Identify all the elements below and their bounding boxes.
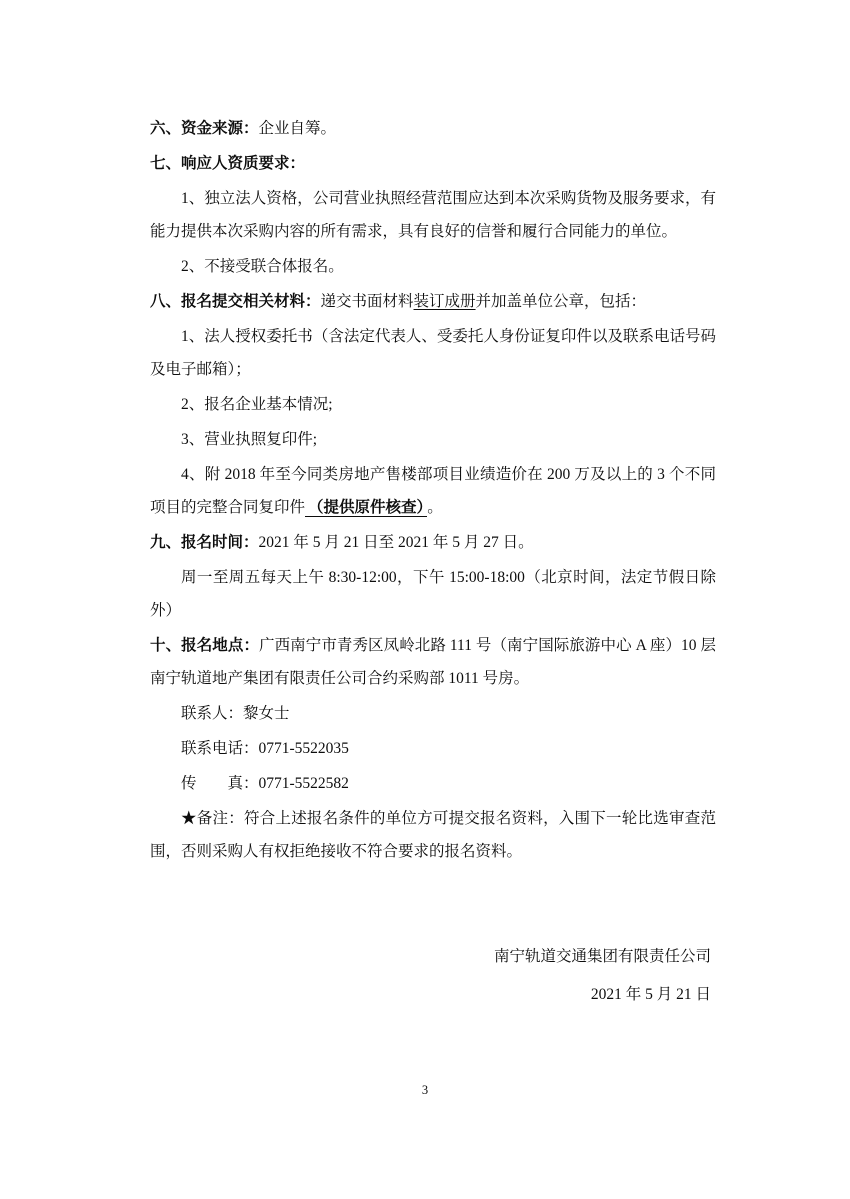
contact-person: 联系人：黎女士: [181, 705, 290, 722]
section-funding: [150, 112, 716, 145]
materials-item-3: 3、营业执照复印件;: [181, 431, 318, 448]
materials-original-check-emphasis: （提供原件核查）: [305, 499, 427, 517]
materials-intro-pre: 递交书面材料: [320, 293, 414, 310]
qualification-item-2: 2、不接受联合体报名。: [181, 258, 344, 275]
materials-item-4: [150, 458, 716, 524]
signature-block: [150, 940, 716, 1011]
section-funding-label: 六、资金来源：: [150, 120, 259, 137]
section-schedule-label: 九、报名时间：: [150, 534, 259, 551]
contact-phone: 联系电话：0771-5522035: [181, 740, 349, 757]
page-number: 3: [421, 1083, 429, 1097]
materials-item-2: 2、报名企业基本情况;: [181, 396, 333, 413]
section-materials-label: 八、报名提交相关材料：: [150, 293, 321, 310]
schedule-detail: 周一至周五每天上午 8:30-12:00，下午 15:00-18:00（北京时间，法定节假日除外）: [150, 569, 716, 619]
section-schedule-text: 2021 年 5 月 21 日至 2021 年 5 月 27 日。: [258, 534, 534, 551]
materials-item-4-post: 。: [427, 499, 443, 516]
section-schedule: [150, 526, 716, 559]
signature-date: 2021 年 5 月 21 日: [590, 986, 711, 1003]
section-location-label: 十、报名地点：: [150, 637, 260, 654]
section-location-text: 广西南宁市青秀区凤岭北路 111 号（南宁国际旅游中心 A 座）10 层南宁轨道地产集团有限责任公司合约采购部 1011 号房。: [150, 637, 716, 687]
remark-note: ★备注：符合上述报名条件的单位方可提交报名资料，入围下一轮比选审查范围，否则采购人有权拒绝接收不符合要求的报名资料。: [150, 810, 716, 860]
section-qualification-label: 七、响应人资质要求：: [150, 155, 306, 172]
materials-intro-post: 并加盖单位公章，包括：: [475, 293, 647, 310]
materials-item-1: 1、法人授权委托书（含法定代表人、受委托人身份证复印件以及联系电话号码及电子邮箱）；: [150, 328, 716, 378]
section-funding-text: 企业自筹。: [258, 120, 337, 137]
document-content: [150, 112, 716, 1016]
section-location: [150, 629, 716, 695]
signature-company: 南宁轨道交通集团有限责任公司: [493, 948, 711, 965]
materials-binding-underlined-text: 装订成册: [413, 293, 476, 310]
section-materials-heading: [150, 285, 716, 318]
materials-item-4-pre: 4、附 2018 年至今同类房地产售楼部项目业绩造价在 200 万及以上的 3 个不同项目的完整合同复印件: [150, 466, 716, 516]
contact-fax: 传 真：0771-5522582: [181, 775, 349, 792]
qualification-item-1: 1、独立法人资格，公司营业执照经营范围应达到本次采购货物及服务要求，有能力提供本次采购内容的所有需求，具有良好的信誉和履行合同能力的单位。: [150, 190, 716, 240]
section-qualification-heading: [150, 147, 716, 180]
